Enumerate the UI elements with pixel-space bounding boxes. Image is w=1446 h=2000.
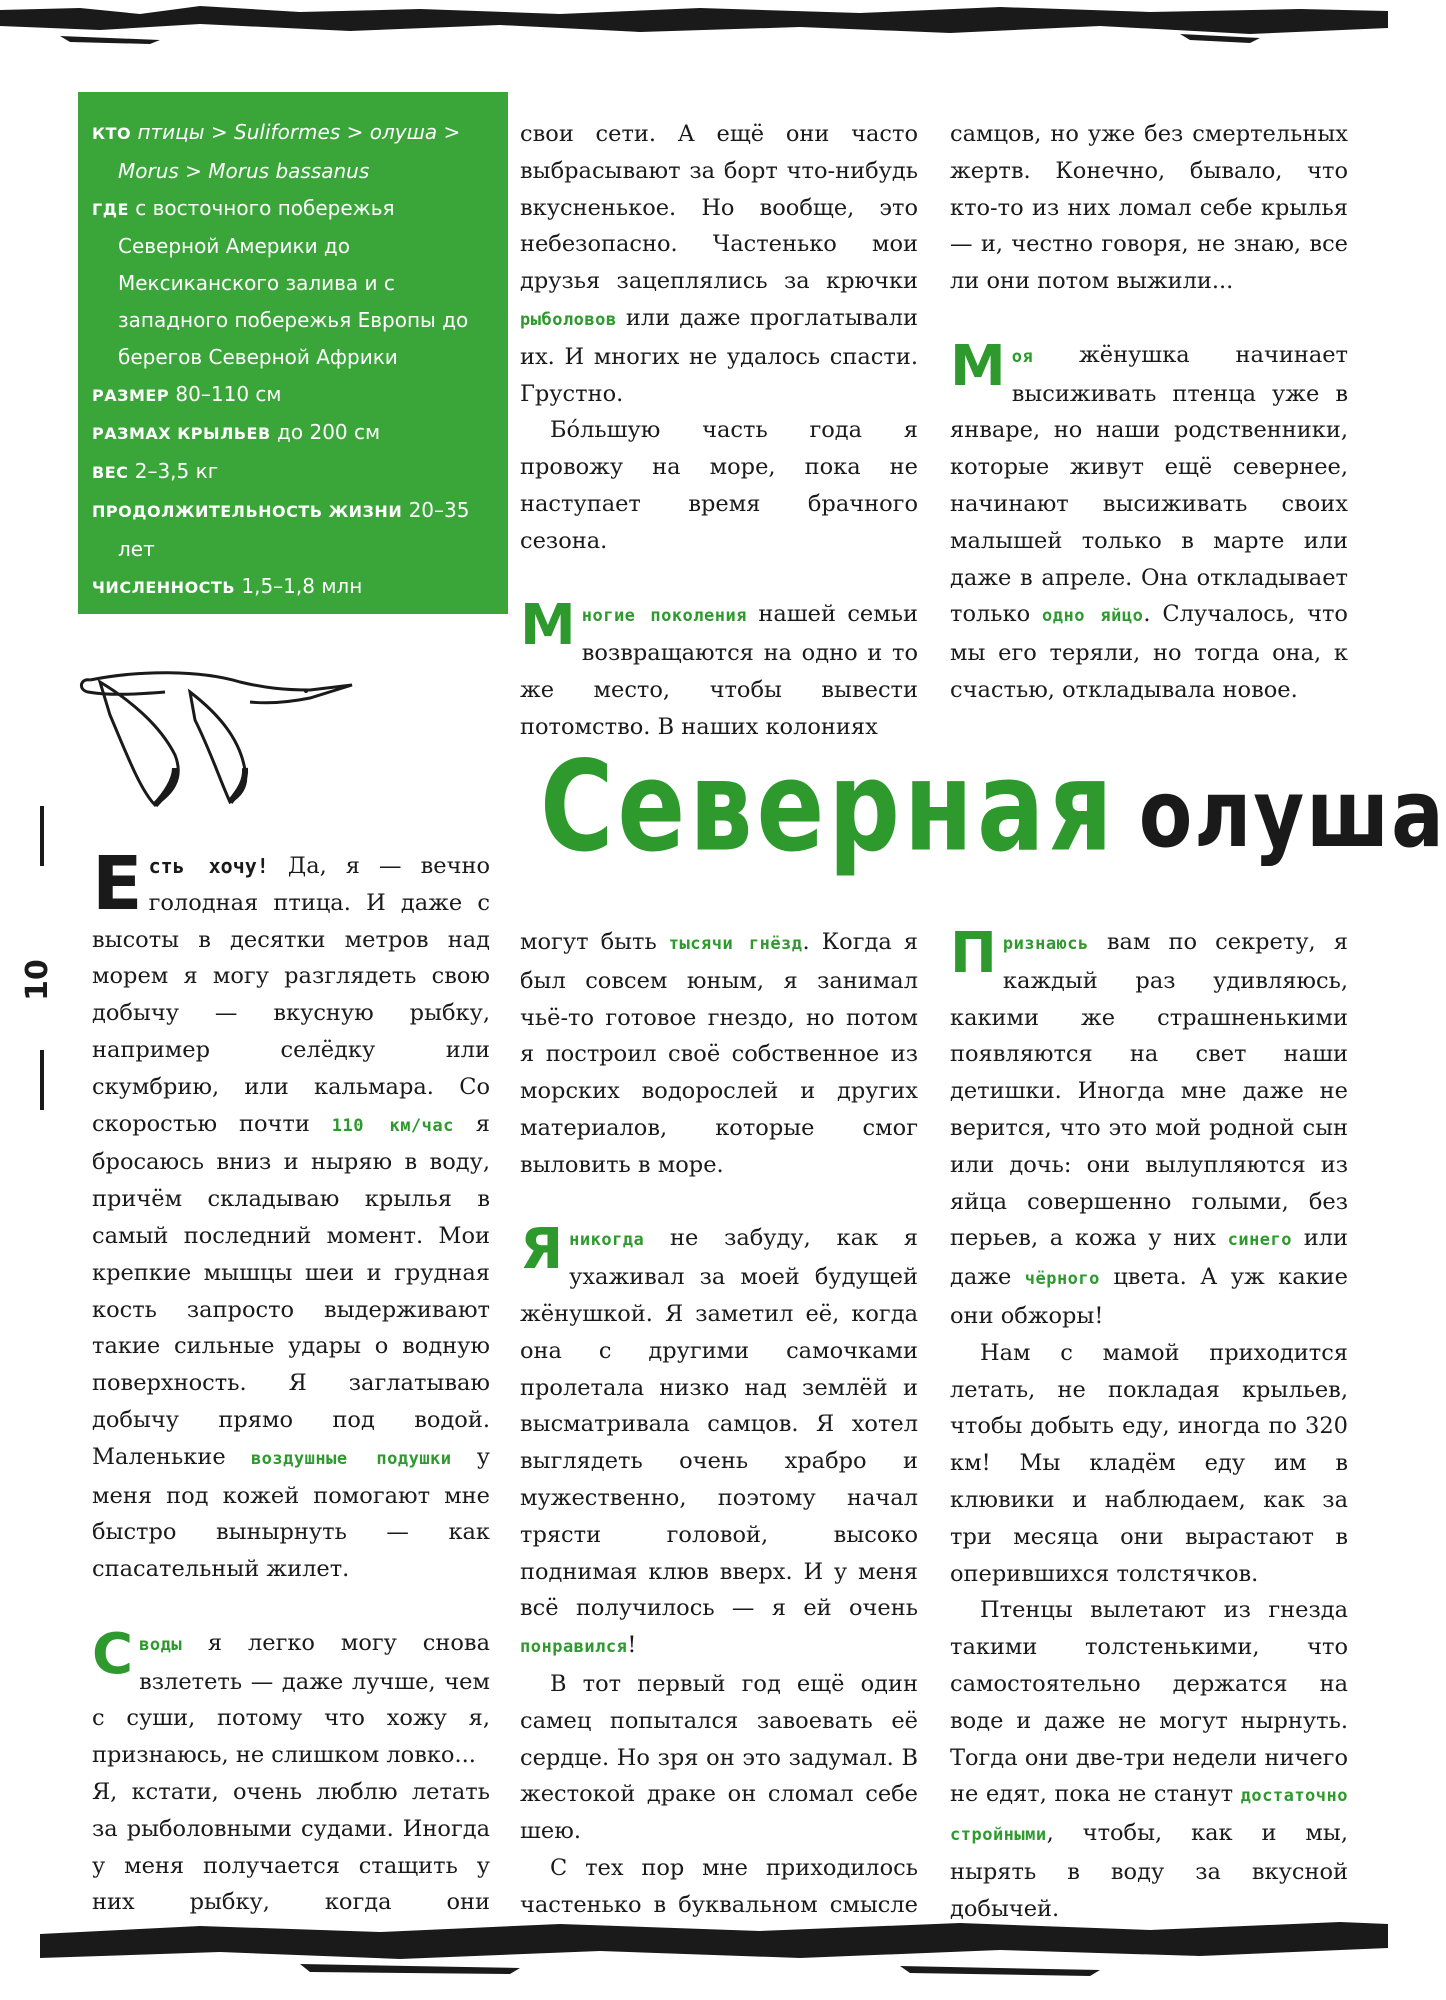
highlight: рыболовов <box>520 309 617 330</box>
highlight: никогда <box>569 1230 645 1251</box>
paragraph-text: Да, я — вечно голодная птица. И даже с высоты в десятки метров над морем я могу разглядеть свою добычу — вкусную рыбку, например селёдку или скумбрию, или кальмара. Со скоростью почти <box>92 853 491 1137</box>
paragraph: В тот первый год ещё один самец попытался завоевать её сердце. Но зря он это задумал. В жестокой драке он сломал себе шею. <box>520 1670 918 1845</box>
paragraph-text: . Случалось, что мы его теряли, но тогда она, к счастью, откладывала новое. <box>950 601 1348 703</box>
fact-key: ЧИСЛЕННОСТЬ <box>92 577 236 597</box>
paragraph-text: не забуду, как я ухаживал за моей будущей жёнушкой. Я заметил её, когда она с другими самочками пролетала низко над землёй и высматривала самцов. Я хотел выглядеть очень храбро и мужественно, поэтому начал трясти головой, высоко поднимая клюв вверх. И у меня всё получилось — я ей очень <box>520 1225 918 1622</box>
highlight: воды <box>139 1634 183 1655</box>
fact-key: РАЗМЕР <box>92 385 170 405</box>
highlight: ногие поколения <box>581 606 747 627</box>
highlight: тысячи гнёзд <box>668 934 803 954</box>
paragraph-text: жёнушка начинает высиживать птенца уже в январе, но наши родственники, которые живут ещё севернее, начинают высиживать своих малышей только в марте или даже в апреле. Она откладывает только <box>950 341 1348 628</box>
paragraph <box>520 1217 918 1666</box>
highlight: чёрного <box>1024 1269 1100 1290</box>
fact-row <box>92 190 494 376</box>
paragraph <box>950 921 1348 1335</box>
fact-key: ГДЕ <box>92 199 129 219</box>
paragraph-text: . Когда я был совсем юным, я занимал чьё-то готовое гнездо, но потом я построил своё собственное из морских водорослей и других материалов, которые смог выловить в море. <box>520 929 919 1178</box>
fact-value: 2–3,5 кг <box>134 459 219 484</box>
paragraph: С тех пор мне приходилось частенько в буквальном смысле отбивать мою жёнушку у других <box>520 1854 918 1955</box>
paragraph-text: свои сети. А ещё они часто выбрасывают за борт что-нибудь вкусненькое. Но вообще, это небезопасно. Частенько мои друзья зацеплялись за крючки <box>520 121 918 295</box>
fact-row <box>92 453 494 492</box>
drop-cap: С <box>92 1621 134 1687</box>
paragraph-text: или даже проглатывали их. И многих не удалось спасти. Грустно. <box>520 304 918 407</box>
paragraph: Я, кстати, очень люблю летать за рыболовными судами. Иногда у меня получается стащить у них рыбку, когда они вытаскивают <box>92 1778 490 1953</box>
fact-value: до 200 см <box>277 420 381 445</box>
page-title <box>540 733 1446 880</box>
fact-row <box>92 114 494 190</box>
paragraph: Нам с мамой приходится летать, не покладая крыльев, чтобы добыть еду, иногда по 320 км! Мы кладём еду им в клювики и наблюдаем, как за три месяца они вырастают в оперившихся толстячков. <box>950 1339 1348 1587</box>
paragraph-text: Птенцы вылетают из гнезда такими толстенькими, что самостоятельно держатся на воде и даже не могут нырнуть. Тогда они две-три недели ничего не едят, пока не станут <box>950 1597 1348 1808</box>
highlight: ризнаюсь <box>1002 934 1089 954</box>
paragraph-text: нашей семьи возвращаются на одно и то же место, чтобы вывести потомство. В наших колониях <box>520 601 918 740</box>
paragraph-text: цвета. А уж какие они обжоры! <box>950 1264 1348 1329</box>
fact-row <box>92 414 494 453</box>
highlight: воздушные подушки <box>250 1448 452 1469</box>
text-column-2 <box>520 116 918 746</box>
paragraph <box>520 116 918 412</box>
highlight: синего <box>1227 1230 1293 1251</box>
fact-value: 20–35 лет <box>118 497 470 561</box>
paragraph: самцов, но уже без смертельных жертв. Конечно, бывало, что кто-то из них ломал себе крылья — и, честно говоря, не знаю, все ли они потом выжили... <box>950 121 1348 295</box>
drop-cap: Я <box>520 1217 564 1283</box>
fact-value: 80–110 см <box>175 381 282 406</box>
paragraph <box>950 333 1348 709</box>
gannet-icon <box>70 630 360 810</box>
fact-key: РАЗМАХ КРЫЛЬЕВ <box>92 424 271 444</box>
paragraph-text: или даже <box>950 1225 1348 1291</box>
title-word-2: олуша <box>1138 761 1446 869</box>
paragraph <box>520 593 918 745</box>
fact-value: нет угрозы исчезновения <box>118 612 406 676</box>
fact-key: ВЕС <box>92 463 129 483</box>
fact-value: 1,5–1,8 млн <box>241 573 363 598</box>
drop-cap: Е <box>92 841 143 927</box>
paragraph-text: я бросаюсь вниз и ныряю в воду, причём складываю крылья в самый последний момент. Мои крепкие мышцы шеи и грудная кость запросто выдерживают такие сильные удары о водную поверхность. Я заглатываю добычу прямо под водой. Маленькие <box>92 1110 490 1470</box>
highlight: сть хочу! <box>148 854 269 878</box>
highlight: достаточно стройными <box>950 1786 1348 1846</box>
fact-row <box>92 492 494 568</box>
margin-rule-lower <box>40 1050 44 1110</box>
fact-box <box>78 92 508 676</box>
margin-rule-upper <box>40 806 44 866</box>
paragraph-text: у меня под кожей помогают мне быстро вынырнуть — как спасательный жилет. <box>92 1443 491 1583</box>
paragraph <box>950 1592 1348 1927</box>
drop-cap: М <box>520 593 576 659</box>
paragraph <box>520 924 918 1184</box>
text-column-1 <box>92 841 491 1958</box>
highlight: 110 км/час <box>331 1115 454 1136</box>
fact-value: птицы > Suliformes > олуша > Morus > Morus bassanus <box>118 120 461 183</box>
paragraph-text: я легко могу снова взлететь — даже лучше, чем с суши, потому что хожу я, признаюсь, не слишком ловко... <box>92 1629 490 1769</box>
text-column-3 <box>950 116 1348 709</box>
paragraph <box>92 841 491 1588</box>
drop-cap: М <box>950 333 1006 399</box>
paragraph <box>92 1621 490 1774</box>
fact-row <box>92 568 494 607</box>
highlight: оя <box>1011 346 1034 367</box>
drop-cap: П <box>950 921 997 986</box>
paragraph: Бо́льшую часть года я провожу на море, пока не наступает время брачного сезона. <box>520 417 918 554</box>
highlight: одно яйцо <box>1042 606 1144 627</box>
highlight: понравился <box>520 1637 628 1658</box>
text-column-2-lower <box>520 924 918 1960</box>
top-brush-stroke <box>0 0 1388 46</box>
paragraph-text: ! <box>627 1632 637 1659</box>
fact-row <box>92 376 494 415</box>
title-word-1: Северная <box>540 733 1117 880</box>
paragraph-text: , чтобы, как и мы, нырять в воду за вкусной добычей. <box>950 1820 1348 1922</box>
fact-value: с восточного побережья Северной Америки до Мексиканского залива и с западного побережья Европы до берегов Северной Африки <box>118 195 469 369</box>
text-column-3-lower <box>950 921 1348 1928</box>
fact-key: КТО <box>92 124 132 143</box>
fact-key: ОХРАННЫЙ СТАТУС <box>92 616 282 636</box>
paragraph-text: могут быть <box>520 929 669 955</box>
paragraph-text: вам по секрету, я каждый раз удивляюсь, какими же страшненькими появляются на свет наши детишки. Иногда мне даже не верится, что это мой родной сын или дочь: они вылупляются из яйца совершенно голыми, без перьев, а кожа у них <box>950 929 1348 1252</box>
fact-key: ПРОДОЛЖИТЕЛЬНОСТЬ ЖИЗНИ <box>92 501 403 521</box>
page-number: 10 <box>20 959 55 1001</box>
